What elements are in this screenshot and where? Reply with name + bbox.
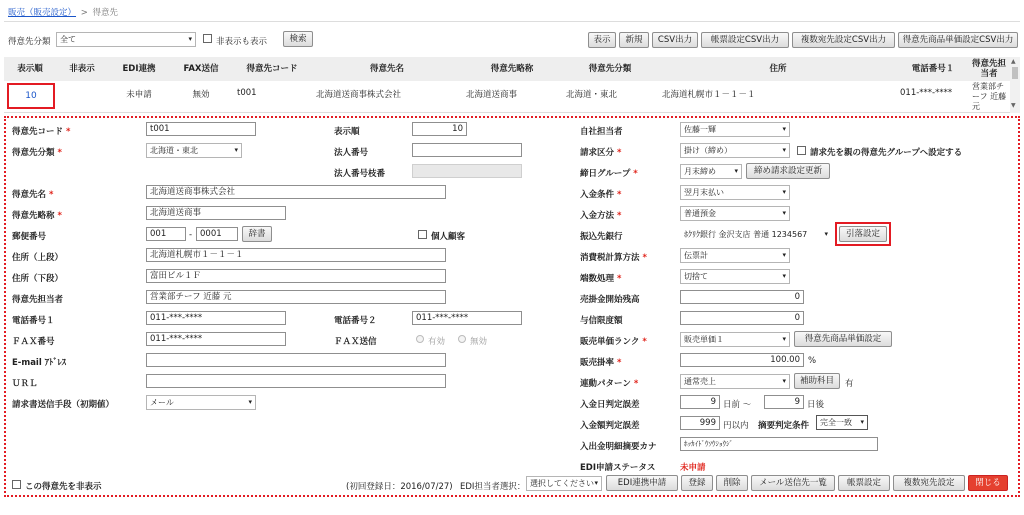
rank-label: 販売単価ランク * [580, 337, 647, 347]
closing-update-button[interactable]: 締め請求設定更新 [746, 163, 830, 179]
row-order-cell[interactable]: 10 [7, 83, 55, 109]
chevron-down-icon: ▾ [860, 418, 864, 426]
code-label: 得意先コード * [12, 127, 71, 137]
billing-select[interactable] [680, 143, 790, 158]
search-button[interactable]: 検索 [283, 31, 313, 47]
rounding-label: 端数処理 * [580, 274, 622, 284]
required-mark: * [616, 190, 622, 200]
mail-recipients-button[interactable]: メール送信先一覧 [751, 475, 835, 491]
staff-label: 自社担当者 [580, 127, 623, 137]
memo-condition-label: 摘要判定条件 [758, 421, 810, 431]
kana-label: 入出金明細摘要カナ [580, 442, 657, 452]
required-mark: * [616, 148, 622, 158]
scroll-thumb[interactable] [1012, 67, 1018, 79]
individual-checkbox[interactable] [418, 230, 427, 239]
corp-branch-input [412, 164, 522, 178]
table-row[interactable] [4, 81, 1010, 113]
amount-tolerance-input[interactable]: 999 [680, 416, 720, 430]
table-scrollbar[interactable] [1010, 57, 1020, 113]
row-edi-status: 未申請 [126, 90, 152, 100]
form-settings-csv-button[interactable]: 帳票設定CSV出力 [701, 32, 789, 48]
row-tel: 011-***-**** [900, 88, 953, 98]
category-select-value: 北海道・東北 [150, 146, 198, 155]
row-address: 北海道札幌市１－１－１ [662, 90, 756, 100]
tax-calc-value: 伝票計 [684, 251, 708, 260]
edi-staff-label: EDI担当者選択： [460, 482, 526, 492]
staff-select[interactable] [680, 122, 790, 137]
memo-condition-select[interactable] [816, 415, 868, 430]
new-button[interactable]: 新規 [619, 32, 649, 48]
chevron-down-icon: ▾ [248, 398, 252, 406]
customer-price-button[interactable]: 得意先商品単価設定 [794, 331, 892, 347]
chevron-down-icon: ▾ [188, 35, 192, 43]
fax-send-label: ＦＡＸ送信 [334, 337, 377, 347]
order-input[interactable]: 10 [412, 122, 467, 136]
payment-method-value: 普通預金 [684, 209, 716, 218]
address2-label: 住所（下段） [12, 274, 64, 284]
hide-customer-checkbox[interactable] [12, 480, 21, 489]
fax-on-label: 有効 [428, 337, 446, 347]
sub-account-status: 有 [845, 379, 854, 389]
category-label: 得意先分類 * [12, 148, 62, 158]
invoice-method-select[interactable] [146, 395, 256, 410]
short-name-label: 得意先略称 * [12, 211, 62, 221]
hide-customer-label: この得意先を非表示 [25, 482, 102, 492]
category-select[interactable] [146, 143, 242, 158]
required-mark: * [57, 148, 62, 158]
chevron-down-icon: ▾ [782, 335, 786, 343]
ar-start-label: 売掛金開始残高 [580, 295, 640, 305]
zip-second-input[interactable]: 0001 [196, 227, 238, 241]
dictionary-button[interactable]: 辞書 [242, 226, 272, 242]
fax-off-radio[interactable] [458, 335, 466, 343]
tel2-label: 電話番号２ [334, 316, 377, 326]
chevron-down-icon: ▾ [824, 230, 828, 238]
breadcrumb-parent-link[interactable]: 販売（販売設定） [8, 8, 77, 18]
multi-address-csv-button[interactable]: 複数宛先設定CSV出力 [792, 32, 895, 48]
tel1-label: 電話番号１ [12, 316, 55, 326]
col-tel: 電話番号１ [911, 64, 955, 74]
show-hidden-checkbox[interactable] [203, 34, 212, 43]
name-input[interactable]: 北海道送商事株式会社 [146, 185, 446, 199]
zip-label: 郵便番号 [12, 232, 47, 242]
customer-table [4, 57, 1020, 113]
address2-input[interactable]: 富田ビル１Ｆ [146, 269, 446, 283]
address1-label: 住所（上段） [12, 253, 64, 263]
row-short: 北海道送商事 [466, 90, 518, 100]
payment-cond-label: 入金条件 * [580, 190, 622, 200]
csv-export-button[interactable]: CSV出力 [652, 32, 698, 48]
required-mark: * [616, 274, 622, 284]
col-name: 得意先名 [369, 64, 404, 74]
corp-no-input[interactable] [412, 143, 522, 157]
address1-input[interactable]: 北海道札幌市１－１－１ [146, 248, 446, 262]
required-mark: * [616, 358, 622, 368]
required-mark: * [642, 337, 647, 347]
col-code: 得意先コード [246, 64, 298, 74]
rounding-value: 切捨て [684, 272, 708, 281]
col-hidden: 非表示 [69, 64, 95, 74]
col-edi: EDI連携 [122, 64, 156, 74]
row-code: t001 [237, 88, 257, 98]
breadcrumb [8, 6, 118, 18]
col-person: 得意先担当者 [971, 59, 1006, 79]
credit-label: 与信限度額 [580, 316, 623, 326]
credit-input[interactable]: 0 [680, 311, 804, 325]
kana-input[interactable]: ﾎｯｶｲﾄﾞｳｿｳｼｮｳｼﾞ [680, 437, 878, 451]
scroll-up-icon[interactable]: ▲ [1011, 58, 1016, 65]
url-input[interactable] [146, 374, 446, 388]
required-mark: * [65, 127, 71, 137]
tax-calc-select[interactable] [680, 248, 790, 263]
payment-cond-value: 翌月末払い [684, 188, 724, 197]
chevron-down-icon: ▾ [734, 167, 738, 175]
debit-settings-button[interactable]: 引落設定 [839, 226, 887, 242]
category-filter-select[interactable] [56, 32, 196, 47]
individual-label: 個人顧客 [431, 232, 466, 242]
customer-price-csv-button[interactable]: 得意先商品単価設定CSV出力 [898, 32, 1018, 48]
tax-calc-label: 消費税計算方法 * [580, 253, 647, 263]
show-hidden-label: 非表示も表示 [216, 37, 268, 47]
date-before-input[interactable]: 9 [680, 395, 720, 409]
payment-method-select[interactable] [680, 206, 790, 221]
col-fax: FAX送信 [183, 64, 219, 74]
corp-branch-label: 法人番号枝番 [334, 169, 386, 179]
rate-input[interactable]: 100.00 [680, 353, 804, 367]
table-header [4, 57, 1010, 81]
url-label: ＵＲＬ [12, 379, 38, 389]
name-label: 得意先名 * [12, 190, 54, 200]
invoice-method-value: メール [150, 398, 174, 407]
chevron-down-icon: ▾ [782, 188, 786, 196]
staff-value: 佐藤一輝 [684, 125, 716, 134]
breadcrumb-separator: > [80, 8, 88, 18]
sub-account-button[interactable]: 補助科目 [794, 373, 840, 389]
required-mark: * [642, 253, 647, 263]
row-fax-status: 無効 [192, 90, 210, 100]
link-pattern-label: 連動パターン * [580, 379, 639, 389]
date-before-unit: 日前 ～ [723, 400, 752, 410]
fax-number-label: ＦＡＸ番号 [12, 337, 55, 347]
required-mark: * [57, 211, 62, 221]
fax-off-label: 無効 [470, 337, 488, 347]
tel1-input[interactable]: 011-***-**** [146, 311, 286, 325]
chevron-down-icon: ▾ [234, 146, 238, 154]
fax-number-input[interactable]: 011-***-**** [146, 332, 286, 346]
invoice-method-label: 請求書送信手段（初期値） [12, 400, 115, 410]
col-order: 表示順 [17, 64, 43, 74]
zip-separator: - [189, 230, 193, 240]
bank-select[interactable] [680, 227, 832, 242]
tel2-input[interactable]: 011-***-**** [412, 311, 522, 325]
required-mark: * [633, 379, 639, 389]
chevron-down-icon: ▾ [782, 251, 786, 259]
email-input[interactable] [146, 353, 446, 367]
date-after-input[interactable]: 9 [764, 395, 804, 409]
rank-value: 販売単価１ [684, 335, 724, 344]
row-category: 北海道・東北 [566, 90, 618, 100]
person-input[interactable]: 営業部チーフ 近藤 元 [146, 290, 446, 304]
short-name-input[interactable]: 北海道送商事 [146, 206, 286, 220]
memo-condition-value: 完全一致 [820, 418, 852, 427]
required-mark: * [48, 190, 54, 200]
edi-apply-button[interactable]: EDI連携申請 [606, 475, 678, 491]
corp-no-label: 法人番号 [334, 148, 369, 158]
chevron-down-icon: ▾ [782, 272, 786, 280]
date-tolerance-label: 入金日判定誤差 [580, 400, 640, 410]
code-input[interactable]: t001 [146, 122, 256, 136]
required-mark: * [616, 211, 622, 221]
amount-tolerance-label: 入金額判定誤差 [580, 421, 640, 431]
edi-status-label: EDI申請ステータス [580, 463, 656, 473]
bank-value: ﾎｸﾘｸ銀行 金沢支店 普通 1234567 [684, 230, 808, 239]
chevron-down-icon: ▾ [782, 377, 786, 385]
delete-button[interactable]: 削除 [716, 475, 748, 491]
billing-value: 掛け（締め） [684, 146, 732, 155]
rank-select[interactable] [680, 332, 790, 347]
link-pattern-value: 通常売上 [684, 377, 716, 386]
person-label: 得意先担当者 [12, 295, 64, 305]
zip-first-input[interactable]: 001 [146, 227, 186, 241]
register-button[interactable]: 登録 [681, 475, 713, 491]
bank-label: 振込先銀行 [580, 232, 623, 242]
rate-unit: % [808, 356, 817, 366]
close-button[interactable]: 閉じる [968, 475, 1008, 491]
chevron-down-icon: ▾ [782, 125, 786, 133]
order-label: 表示順 [334, 127, 360, 137]
row-name: 北海道送商事株式会社 [316, 90, 402, 100]
col-short: 得意先略称 [490, 64, 534, 74]
scroll-down-icon[interactable]: ▼ [1011, 102, 1016, 109]
chevron-down-icon: ▾ [782, 146, 786, 154]
closing-label: 締日グループ * [580, 169, 638, 179]
breadcrumb-divider [4, 21, 1020, 22]
col-address: 住所 [769, 64, 787, 74]
form-settings-button[interactable]: 帳票設定 [838, 475, 890, 491]
multi-address-button[interactable]: 複数宛先設定 [893, 475, 965, 491]
closing-value: 月末締め [684, 167, 716, 176]
email-label: E-mail ｱﾄﾞﾚｽ [12, 358, 66, 368]
edi-staff-value: 選択してください [530, 479, 594, 488]
chevron-down-icon: ▾ [594, 479, 598, 487]
row-person: 営業部チーフ 近藤 元 [972, 82, 1007, 111]
edi-status-value: 未申請 [680, 463, 706, 473]
chevron-down-icon: ▾ [782, 209, 786, 217]
rounding-select[interactable] [680, 269, 790, 284]
fax-on-radio[interactable] [416, 335, 424, 343]
category-filter-value: 全て [60, 35, 76, 44]
edi-staff-select[interactable] [526, 476, 602, 491]
billing-group-checkbox[interactable] [797, 146, 806, 155]
date-after-unit: 日後 [807, 400, 825, 410]
payment-method-label: 入金方法 * [580, 211, 622, 221]
closing-select[interactable] [680, 164, 742, 179]
registered-date: (初回登録日：2016/07/27) [346, 482, 453, 492]
required-mark: * [633, 169, 638, 179]
rate-label: 販売掛率 * [580, 358, 622, 368]
amount-tolerance-unit: 円以内 [723, 421, 749, 431]
breadcrumb-current: 得意先 [92, 8, 119, 18]
payment-cond-select[interactable] [680, 185, 790, 200]
billing-group-label: 請求先を親の得意先グループへ設定する [810, 148, 963, 158]
billing-label: 請求区分 * [580, 148, 622, 158]
category-filter-label: 得意先分類 [8, 37, 51, 47]
link-pattern-select[interactable] [680, 374, 790, 389]
ar-start-input[interactable]: 0 [680, 290, 804, 304]
show-button[interactable]: 表示 [588, 32, 616, 48]
col-category: 得意先分類 [588, 64, 632, 74]
